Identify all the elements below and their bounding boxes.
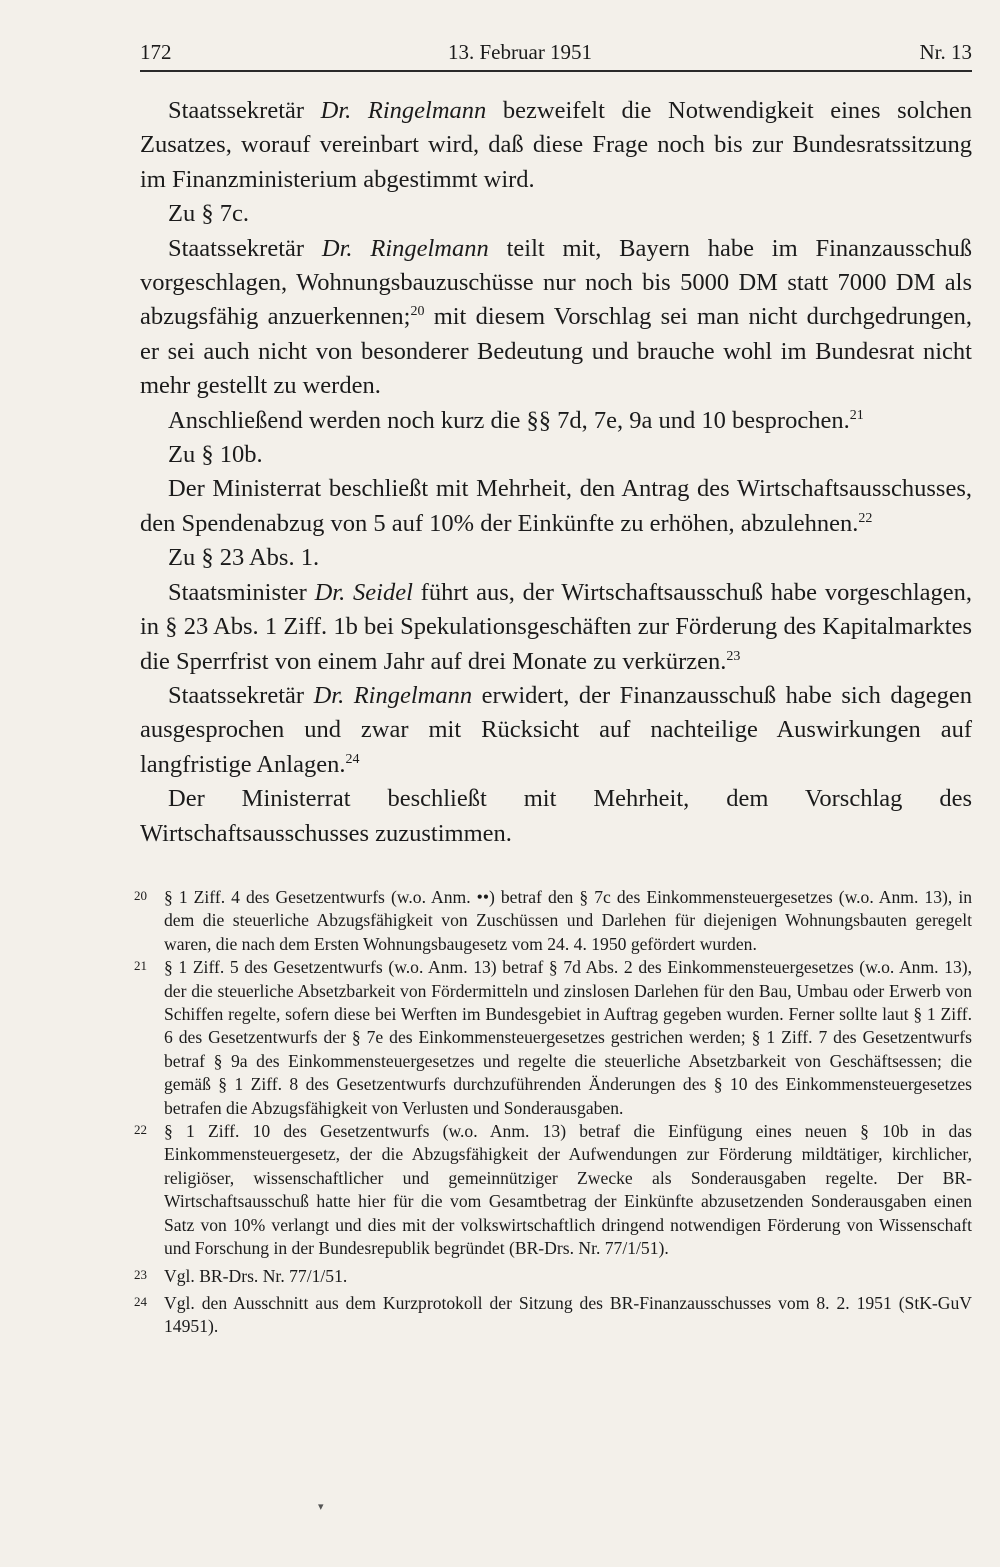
footnote-ref[interactable]: 20 bbox=[410, 304, 425, 320]
printer-mark: ▾ bbox=[318, 1501, 324, 1513]
footnote-number: 21 bbox=[134, 958, 147, 974]
text-run: Der Ministerrat beschließt mit Mehrheit, den Antrag des Wirtschaftsausschusses, den Spendenabzug von 5 auf 10% der Einkünfte zu erhöhen, abzulehnen. bbox=[140, 475, 972, 537]
main-text bbox=[140, 94, 972, 851]
paragraph bbox=[140, 94, 972, 197]
paragraph bbox=[140, 404, 972, 438]
footnote-ref[interactable]: 23 bbox=[726, 648, 741, 664]
text-run: führt aus, der Wirtschaftsausschuß habe vorgeschlagen, in § 23 Abs. 1 Ziff. 1b bei Spekulationsgeschäften zur Förderung des Kapitalmarktes die Sperrfrist von einem Jahr auf drei Monate zu verkürzen. bbox=[140, 578, 972, 675]
section-heading: Zu § 23 Abs. 1. bbox=[168, 544, 320, 572]
person-name: Dr. Ringelmann bbox=[320, 97, 487, 124]
paragraph: Der Ministerrat beschließt mit Mehrheit, dem Vorschlag des Wirtschaftsausschusses zuzustimmen. bbox=[140, 785, 972, 847]
footnote bbox=[134, 1292, 972, 1339]
paragraph bbox=[140, 576, 972, 679]
text-run: Staatssekretär bbox=[168, 234, 322, 262]
page-number: 172 bbox=[140, 40, 172, 64]
text-run: Staatssekretär bbox=[168, 97, 321, 124]
person-name: Dr. Ringelmann bbox=[321, 234, 489, 262]
footnote-number: 22 bbox=[134, 1122, 147, 1138]
text-run: bezweifelt die Notwendigkeit eines solchen Zusatzes, worauf vereinbart wird, daß diese Frage noch bis zur Bundesratssitzung im Finanzministerium abgestimmt wird. bbox=[140, 97, 972, 193]
paragraph bbox=[140, 232, 972, 404]
footnote-number: 23 bbox=[134, 1266, 147, 1282]
text-run: Staatsminister bbox=[168, 578, 315, 606]
footnote bbox=[134, 1120, 972, 1260]
header-date: 13. Februar 1951 bbox=[448, 40, 593, 64]
paragraph bbox=[140, 679, 972, 782]
footnote bbox=[134, 886, 972, 956]
person-name: Dr. Ringelmann bbox=[313, 681, 473, 709]
footnote-ref[interactable]: 24 bbox=[345, 751, 360, 767]
paragraph bbox=[140, 472, 972, 541]
footnotes bbox=[134, 886, 972, 1339]
text-run: teilt mit, Bayern habe im Finanzausschuß vorgeschlagen, Wohnungsbauzuschüsse nur noch bis 5000 DM statt 7000 DM als abzugsfähig anzuerkennen; bbox=[140, 234, 972, 331]
footnote-text: § 1 Ziff. 10 des Gesetzentwurfs (w.o. Anm. 13) betraf die Einfügung eines neuen § 10b in das Einkommensteuergesetz, der die Abzugsfähigkeit der Aufwendungen zur Förderung mildtätiger, kirchlicher, religiöser, wissenschaftlicher und gemeinnütziger Zwecke als Sonderausgaben regelte. Der BR-Wirtschaftsausschuß hatte hier für die vom Gesamtbetrag der Einkünfte abzusetzenden Sonderausgaben einen Satz von 10% verlangt und dies mit der volkswirtschaftlich dringend notwendigen Förderung von Wissenschaft und Forschung in der Bundesrepublik begründet (BR-Drs. Nr. 77/1/51). bbox=[164, 1121, 972, 1259]
text-run: erwidert, der Finanzausschuß habe sich dagegen ausgesprochen und zwar mit Rücksicht auf nachteilige Auswirkungen auf langfristige Anlagen. bbox=[140, 681, 972, 778]
footnote-number: 24 bbox=[134, 1293, 147, 1309]
footnote-text: § 1 Ziff. 5 des Gesetzentwurfs (w.o. Anm. 13) betraf § 7d Abs. 2 des Einkommensteuergesetzes (w.o. Anm. 13), der die steuerliche Absetzbarkeit von Fördermitteln und zinslosen Darlehen für den Bau, Umbau oder Erwerb von Schiffen regelte, sofern diese bei Werften im Bundesgebiet in Auftrag gegeben wurden. Ferner sollte laut § 1 Ziff. 6 des Gesetzentwurfs der § 7e des Einkommensteuergesetzes gestrichen werden; § 1 Ziff. 7 des Gesetzentwurfs betraf § 9a des Einkommensteuergesetzes und regelte die steuerliche Absetzbarkeit von Geschäftsessen; die gemäß § 1 Ziff. 8 des Gesetzentwurfs durchzuführenden Änderungen des § 10 des Einkommensteuergesetzes betrafen die Abzugsfähigkeit von Verlusten und Sonderausgaben. bbox=[164, 957, 972, 1118]
section-heading: Zu § 10b. bbox=[168, 441, 263, 469]
section-heading: Zu § 7c. bbox=[168, 200, 249, 228]
footnote-text: § 1 Ziff. 4 des Gesetzentwurfs (w.o. Anm. ••) betraf den § 7c des Einkommensteuergesetzes (w.o. Anm. 13), in dem die steuerliche Abzugsfähigkeit von Zuschüssen und Darlehen für diejenigen Wohnungsbauten geregelt waren, die nach dem Ersten Wohnungsbaugesetz vom 24. 4. 1950 gefördert wurden. bbox=[164, 887, 972, 954]
footnote-text: Vgl. den Ausschnitt aus dem Kurzprotokoll der Sitzung des BR-Finanzausschusses vom 8. 2. 1951 (StK-GuV 14951). bbox=[164, 1292, 972, 1337]
footnote-ref[interactable]: 21 bbox=[849, 407, 864, 423]
footnote-ref[interactable]: 22 bbox=[858, 510, 873, 526]
text-run: Staatssekretär bbox=[168, 681, 314, 709]
text-run: mit diesem Vorschlag sei man nicht durchgedrungen, er sei auch nicht von besonderer Bedeutung und brauche wohl im Bundesrat nicht mehr gestellt zu werden. bbox=[140, 303, 972, 400]
footnote-text: Vgl. BR-Drs. Nr. 77/1/51. bbox=[164, 1265, 348, 1286]
footnote-number: 20 bbox=[134, 888, 147, 903]
text-run: Anschließend werden noch kurz die §§ 7d, 7e, 9a und 10 besprochen. bbox=[168, 406, 850, 434]
running-header bbox=[140, 30, 972, 72]
person-name: Dr. Seidel bbox=[314, 578, 413, 606]
footnote bbox=[134, 1265, 972, 1288]
footnote bbox=[134, 956, 972, 1120]
issue-number: Nr. 13 bbox=[919, 40, 972, 64]
